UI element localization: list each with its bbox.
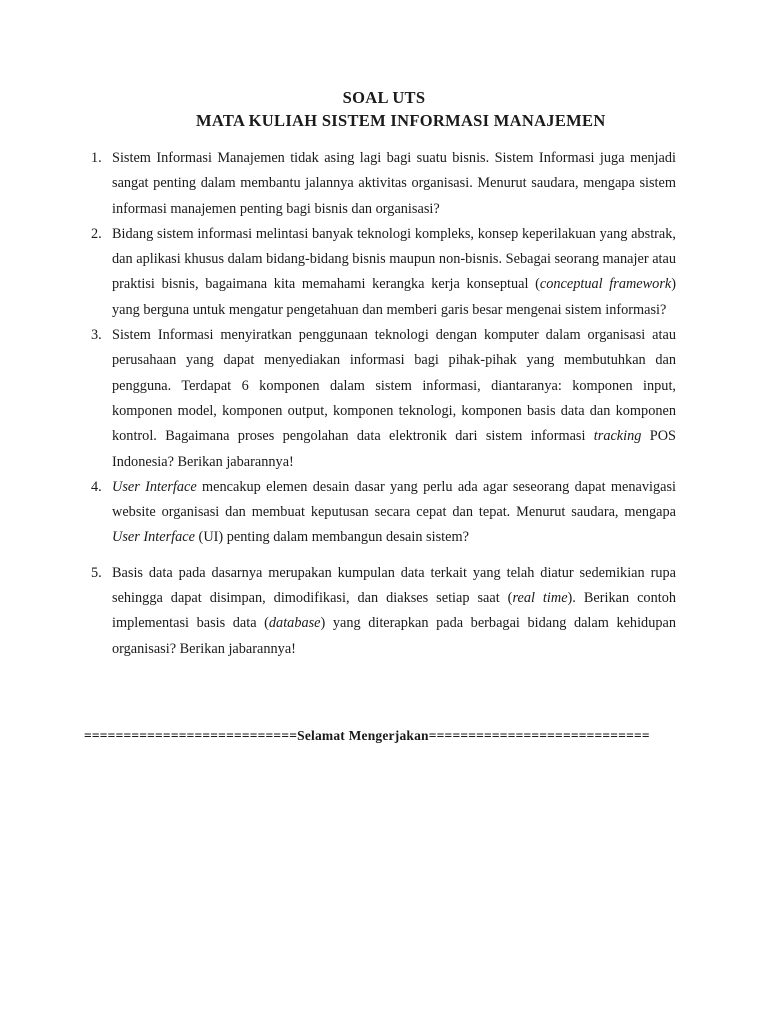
question-term-italic: User Interface xyxy=(112,529,195,546)
question-text: ) yang berguna untuk mengatur pengetahuan dan memberi garis besar mengenai sistem informasi? xyxy=(112,276,676,318)
question-text: mencakup elemen desain dasar yang perlu ada agar seseorang dapat menavigasi website organisasi dan membuat keputusan secara cepat dan tepat. Menurut saudara, mengapa xyxy=(112,478,676,521)
page-title: SOAL UTS xyxy=(342,88,426,107)
question-number: 2. xyxy=(91,225,102,242)
question-item-2 xyxy=(84,222,676,323)
question-text: Sistem Informasi Manajemen tidak asing lagi bagi suatu bisnis. Sistem Informasi juga menjadi sangat penting dalam membantu jalannya aktivitas organisasi. Menurut saudara, mengapa sistem informasi manajemen penting bagi bisnis dan organisasi? xyxy=(112,150,676,217)
question-number: 1. xyxy=(91,150,102,166)
question-term-italic: User Interface xyxy=(112,478,197,495)
question-term-italic: conceptual framework xyxy=(539,276,672,293)
question-text: Sistem Informasi menyiratkan penggunaan teknologi dengan komputer dalam organisasi atau perusahaan yang dapat menyediakan informasi bagi pihak-pihak yang membutuhkan dan pengguna. Terdapat 6 komponen dalam sistem informasi, diantaranya: komponen input, komponen model, komponen output, komponen teknologi, komponen basis data dan komponen kontrol. Bagaimana proses pengolahan data elektronik dari sistem informasi xyxy=(112,327,676,445)
question-item-3 xyxy=(84,323,676,475)
question-item-5 xyxy=(84,561,676,662)
question-text: POS Indonesia? Berikan jabarannya! xyxy=(112,428,676,470)
question-text: (UI) penting dalam membangun desain sistem? xyxy=(194,529,469,546)
question-number: 3. xyxy=(91,327,102,344)
question-number: 5. xyxy=(91,564,102,581)
question-text: Bidang sistem informasi melintasi banyak teknologi kompleks, konsep keperilakuan yang abstrak, dan aplikasi khusus dalam bidang-bidang bisnis maupun non-bisnis. Sebagai seorang manajer atau praktisi bisnis, bagaimana kita memahami kerangka kerja konseptual ( xyxy=(112,225,676,293)
question-text: ) yang diterapkan pada berbagai bidang dalam kehidupan organisasi? Berikan jabarannya! xyxy=(112,615,676,657)
course-subtitle: MATA KULIAH SISTEM INFORMASI MANAJEMEN xyxy=(196,111,606,130)
closing-line xyxy=(84,728,680,744)
question-term-italic: real time xyxy=(512,590,568,607)
question-term-italic: database xyxy=(268,615,321,632)
question-text: Basis data pada dasarnya merupakan kumpulan data terkait yang telah diatur sedemikian rupa sehingga dapat disimpan, dimodifikasi, dan diakses setiap saat ( xyxy=(112,564,676,607)
question-text: ). Berikan contoh implementasi basis data ( xyxy=(112,590,676,632)
question-item-1 xyxy=(84,146,676,222)
closing-rule-right: ============================ xyxy=(428,728,650,743)
closing-rule-left: =========================== xyxy=(84,728,298,743)
question-number: 4. xyxy=(91,478,102,495)
closing-text: Selamat Mengerjakan xyxy=(297,728,429,743)
question-item-4 xyxy=(84,475,676,551)
question-term-italic: tracking xyxy=(593,428,642,445)
question-list xyxy=(84,146,676,662)
